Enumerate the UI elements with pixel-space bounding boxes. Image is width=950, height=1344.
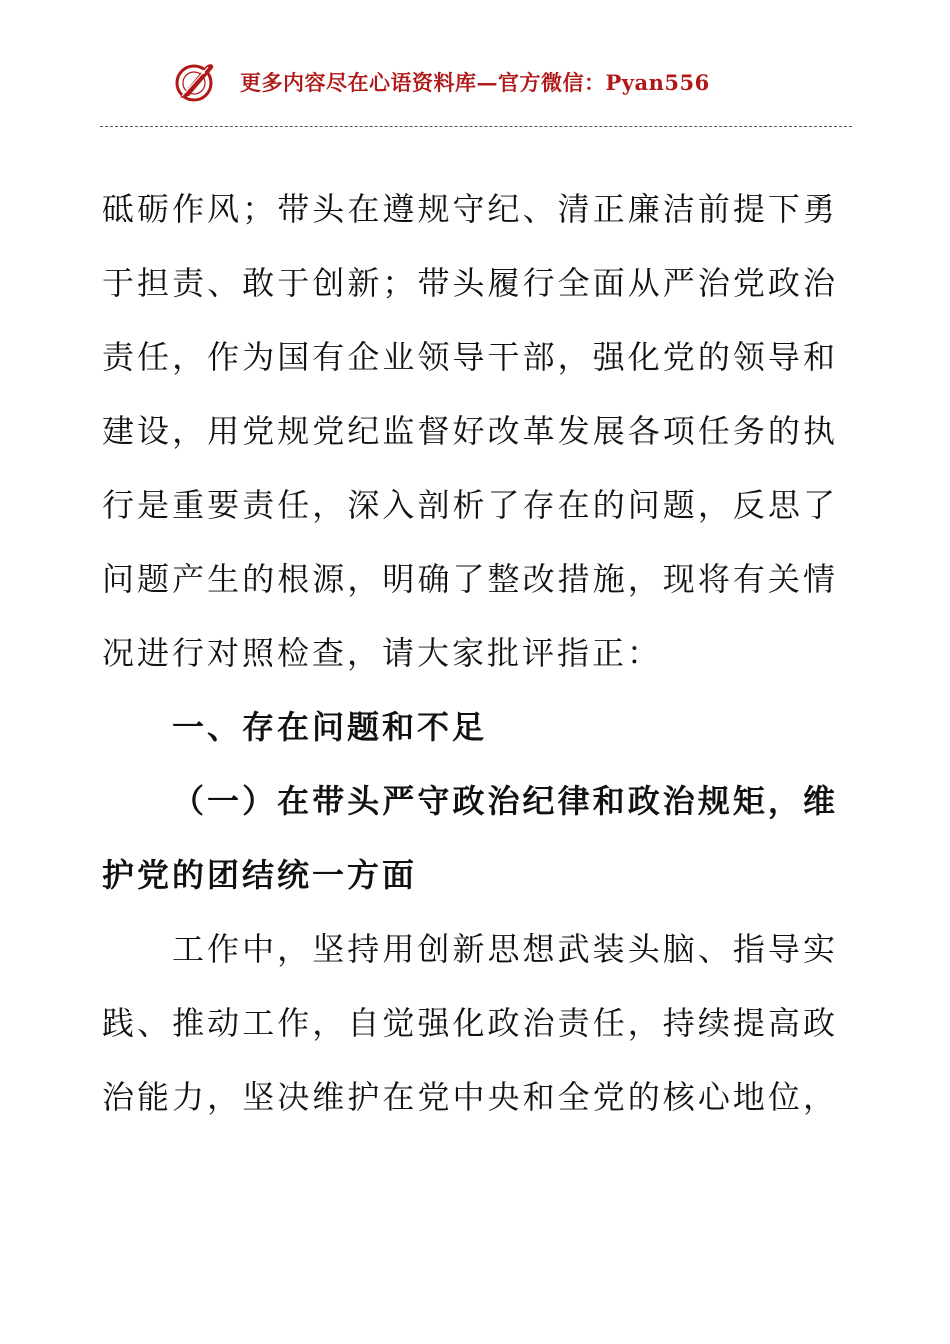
text-line: 问题产生的根源，明确了整改措施，现将有关情 [102, 560, 838, 598]
text-line: 况进行对照检查，请大家批评指正： [102, 634, 663, 672]
document-body [102, 172, 838, 1134]
subsection-heading-continued: 护党的团结统一方面 [102, 856, 418, 894]
text-line: 责任，作为国有企业领导干部，强化党的领导和 [102, 338, 838, 376]
paragraph-line: 治能力，坚决维护在党中央和全党的核心地位， [102, 1078, 838, 1116]
page-header [170, 58, 710, 106]
text-line: 行是重要责任，深入剖析了存在的问题，反思了 [102, 486, 838, 524]
quill-pen-circle-icon [170, 58, 218, 106]
header-divider [100, 126, 852, 127]
paragraph-line: 工作中，坚持用创新思想武装头脑、指导实 [172, 930, 838, 968]
text-line: 于担责、敢于创新；带头履行全面从严治党政治 [102, 264, 838, 302]
paragraph-line: 践、推动工作，自觉强化政治责任，持续提高政 [102, 1004, 838, 1042]
header-title: 更多内容尽在心语资料库—官方微信：Pyan556 [240, 70, 710, 95]
text-line: 砥砺作风；带头在遵规守纪、清正廉洁前提下勇 [102, 190, 838, 228]
text-line: 建设，用党规党纪监督好改革发展各项任务的执 [102, 412, 838, 450]
section-heading: 一、存在问题和不足 [172, 708, 488, 746]
subsection-heading: （一）在带头严守政治纪律和政治规矩，维 [172, 782, 838, 820]
